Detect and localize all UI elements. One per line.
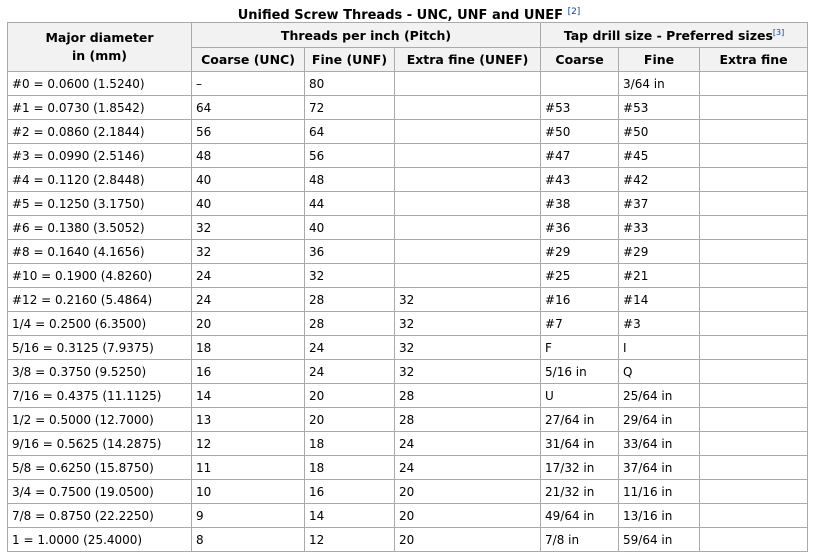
cell-tap-extra-fine: [700, 264, 808, 288]
header-extra-fine-unef: Extra fine (UNEF): [395, 48, 541, 72]
cell-tap-extra-fine: [700, 456, 808, 480]
cell-major-diameter: #4 = 0.1120 (2.8448): [8, 168, 192, 192]
cell-tap-coarse: 49/64 in: [541, 504, 619, 528]
cell-tap-fine: 3/64 in: [619, 72, 700, 96]
cell-tap-extra-fine: [700, 384, 808, 408]
cell-tap-fine: 13/16 in: [619, 504, 700, 528]
cell-tap-extra-fine: [700, 72, 808, 96]
cell-tap-fine: 25/64 in: [619, 384, 700, 408]
cell-tap-extra-fine: [700, 504, 808, 528]
cell-fine-unf: 16: [305, 480, 395, 504]
cell-tap-extra-fine: [700, 168, 808, 192]
table-row: [8, 384, 808, 408]
table-row: [8, 408, 808, 432]
cell-extra-fine-unef: 24: [395, 456, 541, 480]
table-row: [8, 216, 808, 240]
cell-fine-unf: 20: [305, 408, 395, 432]
cell-tap-extra-fine: [700, 240, 808, 264]
cell-major-diameter: #5 = 0.1250 (3.1750): [8, 192, 192, 216]
cell-coarse-unc: 10: [192, 480, 305, 504]
header-tap-fine: Fine: [619, 48, 700, 72]
cell-tap-coarse: #25: [541, 264, 619, 288]
header-tap-extra-fine: Extra fine: [700, 48, 808, 72]
cell-coarse-unc: 48: [192, 144, 305, 168]
cell-fine-unf: 80: [305, 72, 395, 96]
cell-extra-fine-unef: 32: [395, 312, 541, 336]
cell-major-diameter: #1 = 0.0730 (1.8542): [8, 96, 192, 120]
cell-fine-unf: 24: [305, 360, 395, 384]
cell-major-diameter: 1/4 = 0.2500 (6.3500): [8, 312, 192, 336]
cell-tap-coarse: 31/64 in: [541, 432, 619, 456]
cell-extra-fine-unef: [395, 96, 541, 120]
screw-thread-table: [7, 22, 808, 552]
cell-tap-fine: Q: [619, 360, 700, 384]
cell-tap-fine: 33/64 in: [619, 432, 700, 456]
cell-tap-extra-fine: [700, 408, 808, 432]
cell-fine-unf: 18: [305, 432, 395, 456]
header-tap-label: Tap drill size - Preferred sizes: [563, 27, 773, 43]
cell-tap-coarse: 21/32 in: [541, 480, 619, 504]
cell-tap-fine: 29/64 in: [619, 408, 700, 432]
cell-coarse-unc: 40: [192, 168, 305, 192]
cell-major-diameter: 7/16 = 0.4375 (11.1125): [8, 384, 192, 408]
table-row: [8, 264, 808, 288]
header-threads-per-inch: Threads per inch (Pitch): [192, 23, 541, 48]
cell-major-diameter: #10 = 0.1900 (4.8260): [8, 264, 192, 288]
cell-major-diameter: #6 = 0.1380 (3.5052): [8, 216, 192, 240]
cell-tap-fine: #33: [619, 216, 700, 240]
cell-fine-unf: 20: [305, 384, 395, 408]
header-tap-drill-size: [541, 23, 808, 48]
cell-tap-fine: #14: [619, 288, 700, 312]
cell-fine-unf: 72: [305, 96, 395, 120]
cell-tap-extra-fine: [700, 360, 808, 384]
cell-tap-fine: #53: [619, 96, 700, 120]
cell-tap-coarse: 17/32 in: [541, 456, 619, 480]
cell-tap-coarse: #36: [541, 216, 619, 240]
cell-tap-coarse: 27/64 in: [541, 408, 619, 432]
cell-major-diameter: 5/8 = 0.6250 (15.8750): [8, 456, 192, 480]
cell-fine-unf: 14: [305, 504, 395, 528]
cell-extra-fine-unef: 28: [395, 384, 541, 408]
table-body: [8, 72, 808, 552]
cell-tap-fine: #21: [619, 264, 700, 288]
cell-tap-coarse: U: [541, 384, 619, 408]
cell-coarse-unc: 12: [192, 432, 305, 456]
cell-tap-extra-fine: [700, 336, 808, 360]
cell-extra-fine-unef: 20: [395, 528, 541, 552]
cell-tap-fine: #45: [619, 144, 700, 168]
table-row: [8, 96, 808, 120]
cell-coarse-unc: 14: [192, 384, 305, 408]
cell-major-diameter: #2 = 0.0860 (2.1844): [8, 120, 192, 144]
cell-major-diameter: 1/2 = 0.5000 (12.7000): [8, 408, 192, 432]
cell-tap-coarse: #16: [541, 288, 619, 312]
cell-tap-coarse: 7/8 in: [541, 528, 619, 552]
cell-major-diameter: 7/8 = 0.8750 (22.2250): [8, 504, 192, 528]
cell-tap-coarse: #38: [541, 192, 619, 216]
cell-tap-extra-fine: [700, 192, 808, 216]
cell-tap-fine: #50: [619, 120, 700, 144]
cell-extra-fine-unef: 20: [395, 504, 541, 528]
cell-fine-unf: 12: [305, 528, 395, 552]
table-row: [8, 240, 808, 264]
cell-coarse-unc: 24: [192, 288, 305, 312]
table-row: [8, 456, 808, 480]
cell-fine-unf: 48: [305, 168, 395, 192]
cell-tap-coarse: #29: [541, 240, 619, 264]
header-major-line1: Major diameter: [45, 30, 154, 45]
cell-fine-unf: 64: [305, 120, 395, 144]
cell-coarse-unc: 16: [192, 360, 305, 384]
table-row: [8, 120, 808, 144]
cell-extra-fine-unef: 24: [395, 432, 541, 456]
cell-extra-fine-unef: 28: [395, 408, 541, 432]
cell-extra-fine-unef: 32: [395, 336, 541, 360]
cell-tap-fine: #42: [619, 168, 700, 192]
table-row: [8, 288, 808, 312]
cell-major-diameter: 3/8 = 0.3750 (9.5250): [8, 360, 192, 384]
cell-major-diameter: 3/4 = 0.7500 (19.0500): [8, 480, 192, 504]
cell-fine-unf: 28: [305, 312, 395, 336]
cell-tap-fine: I: [619, 336, 700, 360]
table-row: [8, 192, 808, 216]
cell-fine-unf: 24: [305, 336, 395, 360]
cell-fine-unf: 36: [305, 240, 395, 264]
cell-coarse-unc: 64: [192, 96, 305, 120]
caption-title: Unified Screw Threads - UNC, UNF and UNEF: [237, 8, 564, 23]
cell-tap-extra-fine: [700, 480, 808, 504]
header-fine-unf: Fine (UNF): [305, 48, 395, 72]
cell-tap-extra-fine: [700, 288, 808, 312]
cell-fine-unf: 56: [305, 144, 395, 168]
cell-tap-coarse: #50: [541, 120, 619, 144]
cell-extra-fine-unef: [395, 192, 541, 216]
header-major-line2: in (mm): [71, 48, 127, 63]
cell-coarse-unc: 40: [192, 192, 305, 216]
cell-major-diameter: #12 = 0.2160 (5.4864): [8, 288, 192, 312]
header-row-1: [8, 23, 808, 48]
cell-coarse-unc: 8: [192, 528, 305, 552]
cell-coarse-unc: 56: [192, 120, 305, 144]
header-coarse-unc: Coarse (UNC): [192, 48, 305, 72]
cell-extra-fine-unef: [395, 264, 541, 288]
cell-extra-fine-unef: [395, 144, 541, 168]
cell-tap-coarse: #53: [541, 96, 619, 120]
table-caption: [0, 2, 818, 22]
cell-coarse-unc: 9: [192, 504, 305, 528]
cell-extra-fine-unef: [395, 120, 541, 144]
cell-major-diameter: 9/16 = 0.5625 (14.2875): [8, 432, 192, 456]
cell-tap-coarse: 5/16 in: [541, 360, 619, 384]
cell-tap-extra-fine: [700, 312, 808, 336]
cell-tap-extra-fine: [700, 432, 808, 456]
header-tap-coarse: Coarse: [541, 48, 619, 72]
cell-coarse-unc: 20: [192, 312, 305, 336]
cell-tap-fine: #29: [619, 240, 700, 264]
cell-extra-fine-unef: [395, 216, 541, 240]
cell-fine-unf: 18: [305, 456, 395, 480]
cell-extra-fine-unef: [395, 240, 541, 264]
cell-coarse-unc: 32: [192, 240, 305, 264]
cell-tap-coarse: #47: [541, 144, 619, 168]
cell-extra-fine-unef: [395, 72, 541, 96]
table-row: [8, 432, 808, 456]
table-row: [8, 480, 808, 504]
cell-extra-fine-unef: 32: [395, 360, 541, 384]
table-row: [8, 312, 808, 336]
cell-fine-unf: 40: [305, 216, 395, 240]
cell-tap-coarse: [541, 72, 619, 96]
cell-major-diameter: #0 = 0.0600 (1.5240): [8, 72, 192, 96]
cell-tap-extra-fine: [700, 528, 808, 552]
cell-coarse-unc: 11: [192, 456, 305, 480]
cell-tap-extra-fine: [700, 120, 808, 144]
cell-extra-fine-unef: [395, 168, 541, 192]
cell-coarse-unc: 24: [192, 264, 305, 288]
cell-fine-unf: 32: [305, 264, 395, 288]
cell-coarse-unc: –: [192, 72, 305, 96]
header-major-diameter: [8, 23, 192, 72]
cell-tap-extra-fine: [700, 144, 808, 168]
cell-tap-coarse: #7: [541, 312, 619, 336]
table-row: [8, 168, 808, 192]
cell-tap-extra-fine: [700, 96, 808, 120]
cell-major-diameter: #3 = 0.0990 (2.5146): [8, 144, 192, 168]
cell-tap-fine: 37/64 in: [619, 456, 700, 480]
cell-major-diameter: #8 = 0.1640 (4.1656): [8, 240, 192, 264]
cell-extra-fine-unef: 20: [395, 480, 541, 504]
caption-reference-link[interactable]: [2]: [567, 7, 581, 17]
cell-tap-fine: 11/16 in: [619, 480, 700, 504]
cell-extra-fine-unef: 32: [395, 288, 541, 312]
cell-tap-extra-fine: [700, 216, 808, 240]
table-row: [8, 528, 808, 552]
cell-fine-unf: 28: [305, 288, 395, 312]
table-row: [8, 336, 808, 360]
cell-tap-fine: #37: [619, 192, 700, 216]
cell-tap-fine: 59/64 in: [619, 528, 700, 552]
cell-tap-coarse: F: [541, 336, 619, 360]
cell-coarse-unc: 32: [192, 216, 305, 240]
cell-fine-unf: 44: [305, 192, 395, 216]
cell-tap-fine: #3: [619, 312, 700, 336]
cell-coarse-unc: 18: [192, 336, 305, 360]
table-row: [8, 144, 808, 168]
cell-major-diameter: 5/16 = 0.3125 (7.9375): [8, 336, 192, 360]
table-row: [8, 72, 808, 96]
cell-major-diameter: 1 = 1.0000 (25.4000): [8, 528, 192, 552]
table-row: [8, 504, 808, 528]
table-row: [8, 360, 808, 384]
cell-coarse-unc: 13: [192, 408, 305, 432]
cell-tap-coarse: #43: [541, 168, 619, 192]
header-tap-reference-link[interactable]: [3]: [772, 27, 785, 37]
